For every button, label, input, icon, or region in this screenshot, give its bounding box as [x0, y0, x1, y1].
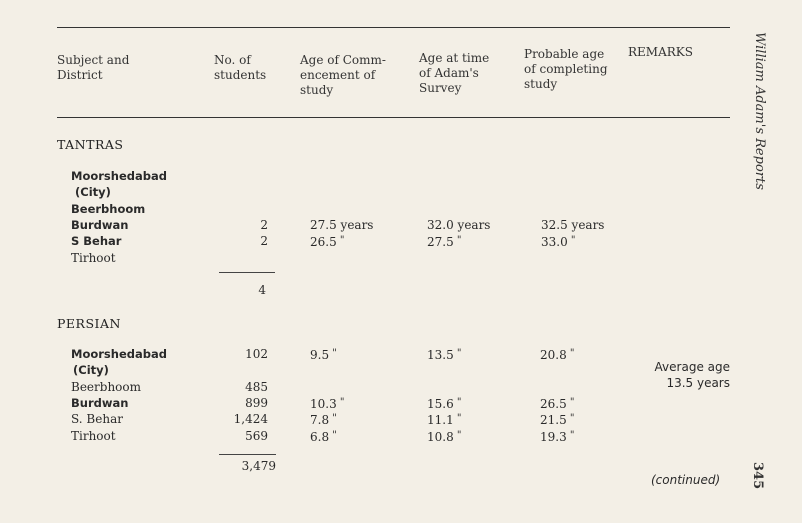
header-survey-line-2: of Adam's: [419, 66, 479, 80]
header-subject: [57, 53, 129, 83]
commencement-age-cell: 10.3 ": [310, 396, 345, 411]
students-cell: 569: [245, 428, 268, 443]
survey-age-cell: 11.1 ": [427, 413, 462, 428]
district-name: Tirhoot: [71, 428, 116, 443]
header-survey-line-3: Survey: [419, 81, 462, 95]
completing-age-cell: 32.5 years: [541, 217, 605, 232]
section-title-persian: PERSIAN: [57, 316, 121, 331]
header-completing: [524, 47, 608, 92]
completing-age-cell: 19.3 ": [540, 429, 575, 444]
header-commencement-line-2: encement of: [300, 68, 376, 82]
completing-age-cell: 20.8 ": [540, 348, 575, 362]
page-number: 345: [750, 462, 765, 490]
district-name: Beerbhoom: [71, 379, 141, 394]
completing-age-cell: 26.5 ": [540, 396, 575, 411]
commencement-age-cell: 27.5 years: [310, 217, 374, 232]
running-title: William Adam's Reports: [752, 32, 767, 190]
tantras-subtotal-rule: [219, 272, 275, 273]
header-students: [214, 53, 266, 83]
header-commencement-line-3: study: [300, 83, 334, 97]
students-cell: 102: [245, 347, 268, 361]
header-students-line-2: students: [214, 68, 267, 82]
header-survey-line-1: Age at time: [419, 51, 490, 65]
commencement-age-cell: 6.8 ": [310, 429, 337, 444]
section-title-tantras: TANTRAS: [57, 137, 124, 152]
header-completing-line-3: study: [524, 77, 558, 91]
persian-subtotal-rule: [219, 454, 276, 455]
header-survey: [419, 51, 489, 96]
district-name: S. Behar: [71, 412, 123, 427]
district-name: S Behar: [71, 234, 122, 249]
header-students-line-1: No. of: [214, 53, 251, 67]
district-name: Moorshedabad: [71, 347, 167, 361]
top-rule: [57, 27, 730, 28]
district-name: Burdwan: [71, 217, 129, 232]
commencement-age-cell: 7.8 ": [310, 413, 337, 428]
survey-age-cell: 15.6 ": [427, 396, 462, 411]
district-name: Tirhoot: [71, 250, 116, 265]
district-name: Burdwan: [71, 395, 129, 410]
survey-age-cell: 32.0 years: [427, 217, 491, 232]
continued-note: (continued): [651, 473, 721, 487]
tantras-total: 4: [258, 283, 266, 297]
students-cell: 2: [260, 234, 268, 249]
header-subject-line-2: District: [57, 68, 103, 82]
header-remarks: [628, 45, 693, 60]
header-commencement-line-1: Age of Comm-: [300, 53, 386, 67]
survey-age-cell: 27.5 ": [427, 235, 462, 250]
survey-age-cell: 13.5 ": [427, 348, 462, 362]
header-completing-line-1: Probable age: [524, 47, 605, 61]
district-name: Beerbhoom: [71, 201, 146, 216]
header-rule: [57, 117, 730, 118]
persian-total: 3,479: [241, 459, 276, 473]
completing-age-cell: 33.0 ": [541, 235, 576, 250]
commencement-age-cell: 9.5 ": [310, 348, 337, 362]
persian-remarks-line-2: 13.5 years: [666, 376, 730, 390]
students-cell: 899: [245, 395, 268, 410]
commencement-age-cell: 26.5 ": [310, 235, 345, 250]
header-completing-line-2: of completing: [524, 62, 608, 76]
survey-age-cell: 10.8 ": [427, 429, 462, 444]
persian-remarks: [640, 359, 730, 391]
persian-remarks-line-1: Average age: [654, 360, 730, 374]
students-cell: 485: [245, 379, 268, 394]
district-name: Moorshedabad: [71, 169, 167, 183]
district-name: (City): [75, 185, 111, 200]
completing-age-cell: 21.5 ": [540, 413, 575, 428]
header-subject-line-1: Subject and: [57, 53, 130, 67]
header-commencement: [300, 53, 386, 98]
students-cell: 1,424: [233, 412, 268, 427]
district-name: (City): [73, 363, 109, 378]
header-remarks-line-1: REMARKS: [628, 45, 693, 59]
students-cell: 2: [260, 217, 268, 232]
